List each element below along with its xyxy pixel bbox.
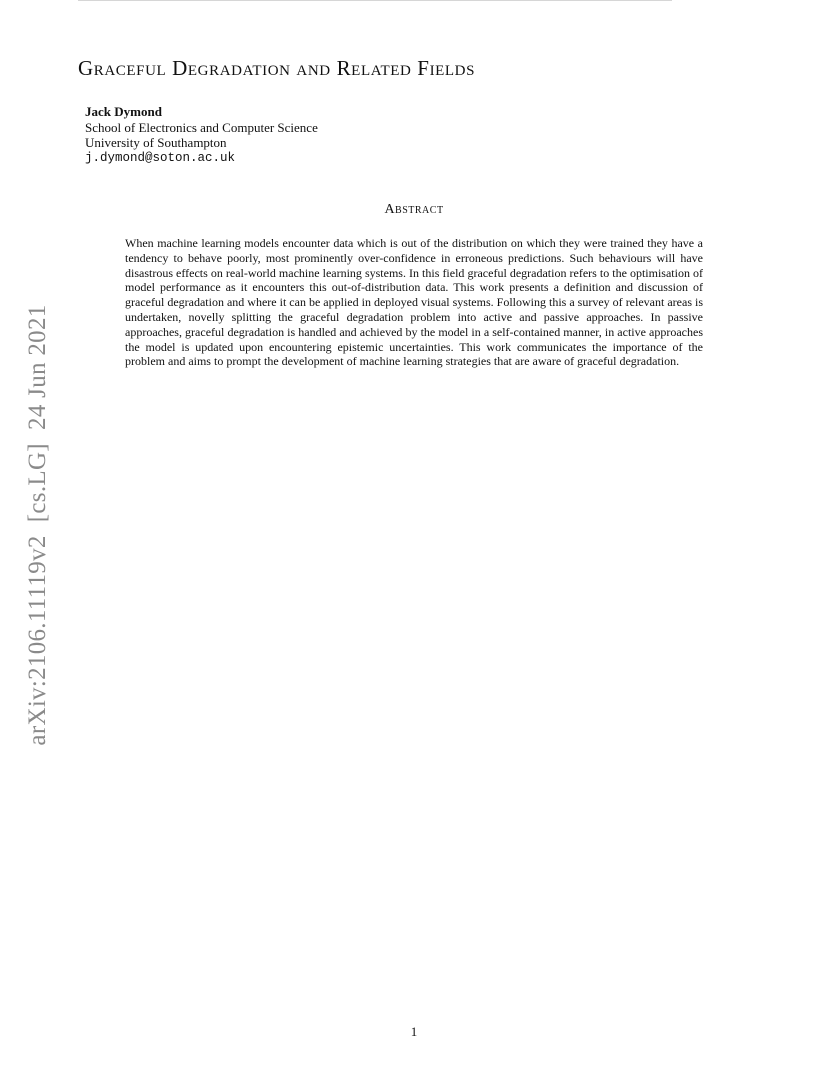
author-name: Jack Dymond <box>85 104 162 119</box>
author-email: j.dymond@soton.ac.uk <box>85 150 236 165</box>
author-block <box>85 104 318 166</box>
paper-title: Graceful Degradation and Related Fields <box>78 56 476 80</box>
page-number: 1 <box>410 1024 418 1039</box>
author-department: School of Electronics and Computer Science <box>85 119 318 135</box>
arxiv-stamp-text: arXiv:2106.11119v2 [cs.LG] 24 Jun 2021 <box>24 304 51 746</box>
arxiv-identifier-stamp <box>24 304 52 745</box>
abstract-heading: Abstract <box>384 202 444 217</box>
abstract-text: When machine learning models encounter data which is out of the distribution on which they were trained they have a tendency to behave poorly, most prominently over-confidence in erroneous predictions. Such behaviours will have disastrous effects on real-world machine learning systems. In this field graceful degradation refers to the optimisation of model performance as it encounters this out-of-distribution data. This work presents a definition and discussion of graceful degradation and where it can be applied in deployed visual systems. Following this a survey of relevant areas is undertaken, novelly splitting the graceful degradation problem into active and passive approaches. In passive approaches, graceful degradation is handled and achieved by the model in a self-contained manner, in active approaches the model is updated upon encountering epistemic uncertainties. This work communicates the importance of the problem and aims to prompt the development of machine learning strategies that are aware of graceful degradation. <box>125 236 703 369</box>
author-institution: University of Southampton <box>85 135 227 150</box>
top-rule <box>78 0 672 1</box>
